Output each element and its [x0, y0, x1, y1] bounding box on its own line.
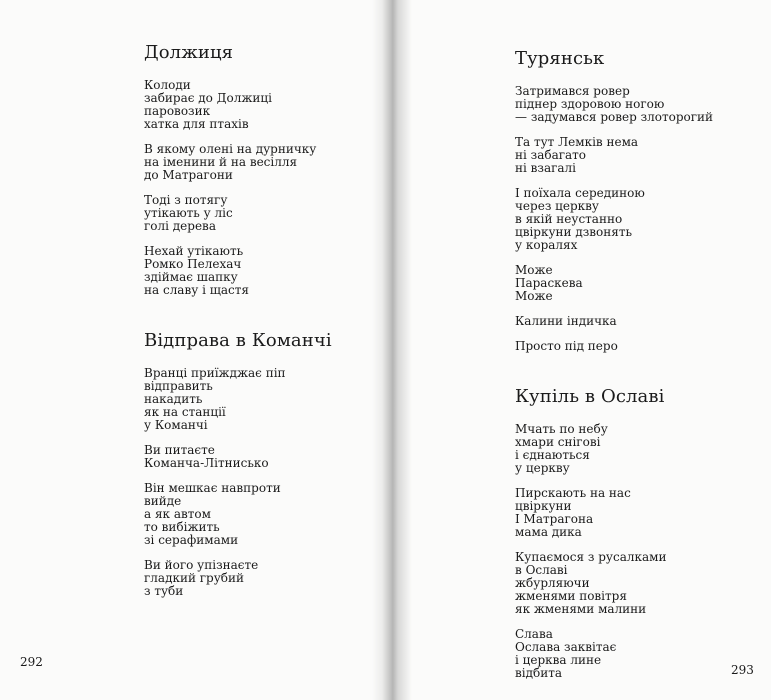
poem-line: Просто під перо — [515, 339, 618, 353]
poem-line: Ви його упізнаєте — [144, 558, 259, 572]
stanza — [144, 79, 384, 131]
poem-line: Затримався ровер — [515, 84, 630, 98]
poem-line: Параскева — [515, 276, 583, 290]
poem-line: в якій неустанно — [515, 212, 623, 226]
stanza — [515, 487, 755, 539]
poem-line: Пирскають на нас — [515, 486, 631, 500]
poem-line: на славу і щастя — [144, 283, 249, 297]
poem-line: забирає до Должиці — [144, 91, 272, 105]
poem-title: Купіль в Ославі — [515, 386, 665, 407]
page-number: 293 — [731, 663, 754, 677]
stanza — [144, 245, 384, 297]
poem-line: відправить — [144, 379, 213, 393]
poem-line: ні взагалі — [515, 161, 577, 175]
poem-line: І поїхала серединою — [515, 186, 645, 200]
stanza — [515, 628, 755, 680]
poem-line: вийде — [144, 494, 182, 508]
stanza — [144, 143, 384, 182]
poem-line: Купаємося з русалками — [515, 550, 667, 564]
poem-line: жменями повітря — [515, 589, 627, 603]
stanza — [144, 444, 384, 470]
stanza — [515, 136, 755, 175]
poem-line: хмари снігові — [515, 435, 601, 449]
poem-line: Команча-Літнисько — [144, 456, 269, 470]
poem-line: відбита — [515, 666, 562, 680]
poem-line: голі дерева — [144, 219, 216, 233]
stanza — [144, 367, 384, 432]
poem-line: Ви питаєте — [144, 443, 215, 457]
stanza — [515, 264, 755, 303]
poem-line: І Матрагона — [515, 512, 594, 526]
poem-line: і церква лине — [515, 653, 602, 667]
stanza — [515, 315, 755, 328]
poem-line: ні забагато — [515, 148, 587, 162]
poem — [515, 48, 755, 353]
poem-line: жбурляючи — [515, 576, 590, 590]
poem-line: Ослава заквітає — [515, 640, 617, 654]
poem-line: Та тут Лемків нема — [515, 135, 639, 149]
poem-line: цвіркуни дзвонять — [515, 225, 633, 239]
poem-line: мама дика — [515, 525, 582, 539]
stanza — [515, 187, 755, 252]
poem-line: як жменями малини — [515, 602, 647, 616]
poem-line: цвіркуни — [515, 499, 572, 513]
poem-line: а як автом — [144, 507, 211, 521]
poem-line: у церкву — [515, 461, 570, 475]
poem-line: Калини індичка — [515, 314, 617, 328]
poem-line: Мчать по небу — [515, 422, 608, 436]
stanza — [515, 551, 755, 616]
poem — [144, 42, 384, 297]
page-number: 292 — [20, 655, 43, 669]
poem-line: і єднаються — [515, 448, 590, 462]
poem-title: Турянськ — [515, 48, 605, 69]
poem-line: В якому олені на дурничку — [144, 142, 317, 156]
poem-line: у Команчі — [144, 418, 208, 432]
poem-line: в Ославі — [515, 563, 568, 577]
poem-title: Должиця — [144, 42, 234, 63]
poem — [144, 330, 384, 598]
poem-line: гладкий грубий — [144, 571, 245, 585]
poem-line: Ромко Пелехач — [144, 257, 242, 271]
poem-line: Слава — [515, 627, 553, 641]
poem — [515, 386, 755, 680]
poem-line: Колоди — [144, 78, 191, 92]
poem-line: то вибіжить — [144, 520, 220, 534]
poem-line: на іменини й на весілля — [144, 155, 298, 169]
stanza — [515, 423, 755, 475]
poem-line: як на станції — [144, 405, 226, 419]
stanza — [144, 559, 384, 598]
right-page-column — [515, 0, 755, 692]
right-page — [386, 0, 771, 700]
stanza — [144, 194, 384, 233]
poem-line: через церкву — [515, 199, 599, 213]
poem-line: утікають у ліс — [144, 206, 233, 220]
poem-line: Він мешкає навпроти — [144, 481, 281, 495]
poem-line: накадить — [144, 392, 203, 406]
poem-line: зі серафимами — [144, 533, 239, 547]
poem-line: піднер здоровою ногою — [515, 97, 665, 111]
poem-line: Тоді з потягу — [144, 193, 228, 207]
stanza — [515, 340, 755, 353]
poem-line: у коралях — [515, 238, 578, 252]
left-page-column — [144, 0, 384, 610]
poem-line: Може — [515, 263, 553, 277]
poem-line: здіймає шапку — [144, 270, 238, 284]
poem-line: до Матрагони — [144, 168, 233, 182]
poem-line: паровозик — [144, 104, 211, 118]
poem-line: Нехай утікають — [144, 244, 244, 258]
poem-line: — задумався ровер злоторогий — [515, 110, 714, 124]
poem-line: Вранці приїжджає піп — [144, 366, 286, 380]
stanza — [515, 85, 755, 124]
poem-line: Може — [515, 289, 553, 303]
poem-line: хатка для птахів — [144, 117, 249, 131]
stanza — [144, 482, 384, 547]
poem-line: з туби — [144, 584, 184, 598]
poem-title: Відправа в Команчі — [144, 330, 332, 351]
